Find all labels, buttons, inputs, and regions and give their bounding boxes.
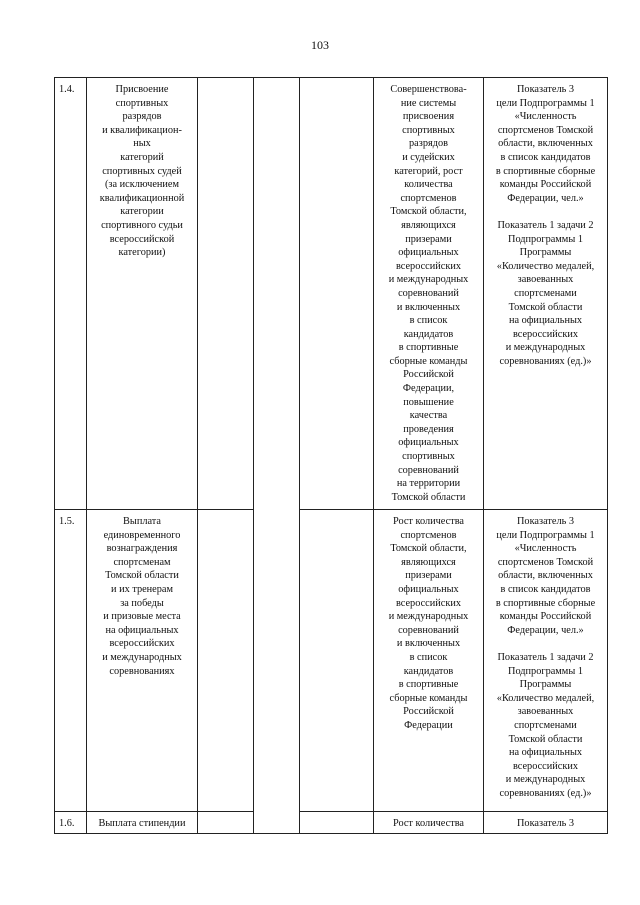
expected-result: Совершенствова- ние системы присвоения спортивных разрядов и судейских категорий, рост количества спортсменов Томской области, являющихся призерами официальных всероссийских и международных соревнований и включенных в список кандидатов в спортивные сборные команды Российской Федерации, повышение качества проведения официальных спортивных соревнований на территории Томской области — [374, 78, 484, 510]
indicators-cell — [484, 78, 608, 510]
indicator-1: Показатель 3 цели Подпрограммы 1 «Численность спортсменов Томской области, включенных в список кандидатов в спортивные сборные команды Российской Федерации, чел.» — [495, 84, 596, 204]
row-number: 1.4. — [55, 78, 87, 510]
empty-cell — [198, 510, 254, 812]
row-number: 1.6. — [55, 812, 87, 834]
empty-cell — [300, 510, 374, 812]
activity-title: Выплата стипендии — [87, 812, 198, 834]
empty-cell — [300, 78, 374, 510]
merged-empty-cell — [254, 78, 300, 834]
row-number: 1.5. — [55, 510, 87, 812]
expected-result: Рост количества — [374, 812, 484, 834]
indicator-1: Показатель 3 — [484, 812, 608, 834]
indicator-2: Показатель 1 задачи 2 Подпрограммы 1 Программы «Количество медалей, завоеванных спортсменами Томской области на официальных всероссийских и международных соревнованиях (ед.)» — [496, 651, 595, 799]
indicator-2: Показатель 1 задачи 2 Подпрограммы 1 Программы «Количество медалей, завоеванных спортсменами Томской области на официальных всероссийских и международных соревнованиях (ед.)» — [496, 219, 595, 367]
indicator-1: Показатель 3 цели Подпрограммы 1 «Численность спортсменов Томской области, включенных в список кандидатов в спортивные сборные команды Российской Федерации, чел.» — [495, 516, 596, 636]
activity-title: Присвоение спортивных разрядов и квалификацион- ных категорий спортивных судей (за исключением квалификационной категории спортивного судьи всероссийской категории) — [87, 78, 198, 510]
activity-title: Выплата единовременного вознаграждения спортсменам Томской области и их тренерам за победы и призовые места на официальных всероссийских и международных соревнованиях — [87, 510, 198, 812]
table-row — [55, 812, 608, 834]
page-number: 103 — [311, 38, 329, 52]
empty-cell — [300, 812, 374, 834]
empty-cell — [198, 812, 254, 834]
spacer — [486, 205, 605, 219]
empty-cell — [198, 78, 254, 510]
expected-result: Рост количества спортсменов Томской области, являющихся призерами официальных всероссийских и международных соревнований и включенных в список кандидатов в спортивные сборные команды Российской Федерации — [374, 510, 484, 812]
table-row — [55, 78, 608, 510]
table-row — [55, 510, 608, 812]
spacer — [486, 637, 605, 651]
indicators-cell — [484, 510, 608, 812]
program-activities-table — [54, 77, 608, 834]
